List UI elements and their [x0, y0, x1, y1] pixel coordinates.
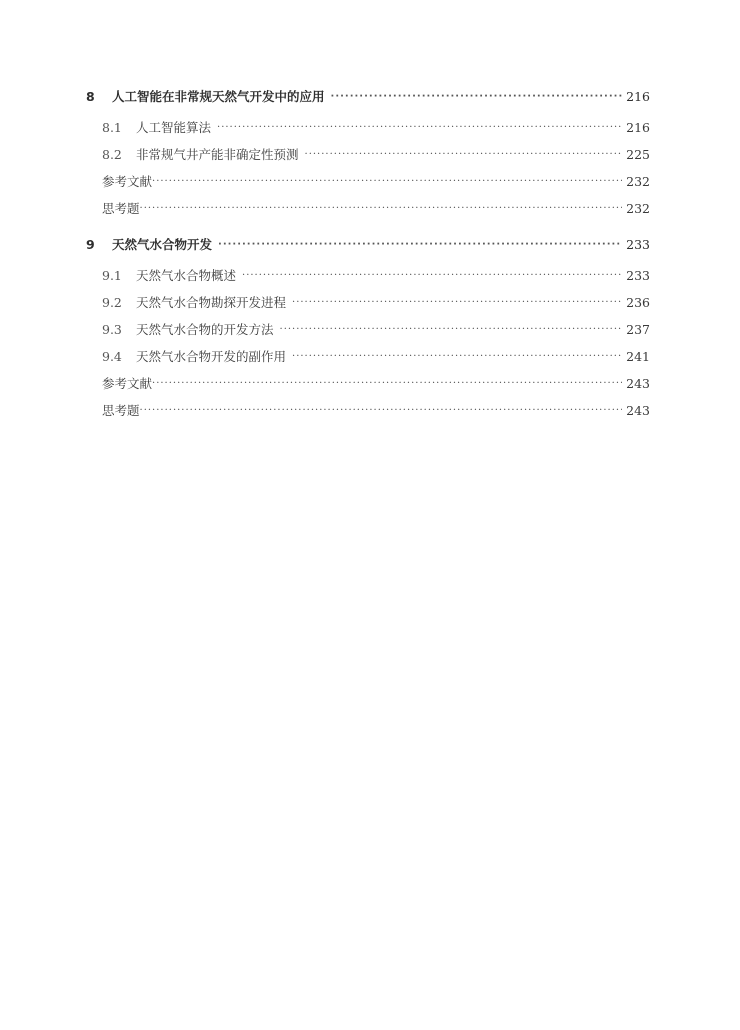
dot-leader [280, 321, 623, 339]
toc-section-9-2[interactable] [86, 289, 650, 316]
toc-section-9-4[interactable] [86, 343, 650, 370]
chapter-number: 9 [86, 237, 95, 252]
section-number: 8.1 [102, 119, 122, 135]
chapter-number: 8 [86, 89, 95, 104]
page-number: 236 [626, 294, 650, 310]
toc-references-8[interactable] [86, 168, 650, 195]
page-number: 216 [626, 89, 650, 104]
references-title: 参考文献 [102, 173, 153, 189]
page-number: 241 [626, 348, 650, 364]
table-of-contents [86, 84, 650, 424]
section-number: 8.2 [102, 146, 122, 162]
dot-leader [152, 173, 622, 191]
dot-leader [218, 236, 622, 254]
dot-leader [331, 88, 623, 106]
page-number: 225 [626, 146, 650, 162]
page-number: 243 [626, 402, 650, 418]
page-number: 216 [626, 119, 650, 135]
toc-section-9-1[interactable] [86, 262, 650, 289]
section-title: 人工智能算法 [136, 119, 212, 135]
section-number: 9.4 [102, 348, 122, 364]
page-number: 232 [626, 173, 650, 189]
page-number: 232 [626, 200, 650, 216]
page-number: 237 [626, 321, 650, 337]
dot-leader [152, 375, 622, 393]
section-title: 天然气水合物勘探开发进程 [136, 294, 287, 310]
toc-references-9[interactable] [86, 370, 650, 397]
dot-leader [292, 294, 622, 312]
toc-section-8-2[interactable] [86, 141, 650, 168]
toc-exercises-8[interactable] [86, 195, 650, 222]
page-number: 233 [626, 237, 650, 252]
references-title: 参考文献 [102, 375, 153, 391]
exercises-title: 思考题 [102, 402, 140, 418]
toc-chapter-8[interactable] [86, 84, 650, 110]
dot-leader [305, 146, 623, 164]
section-title: 天然气水合物概述 [136, 267, 237, 283]
dot-leader [140, 402, 623, 420]
dot-leader [242, 267, 622, 285]
section-title: 非常规气井产能非确定性预测 [136, 146, 299, 162]
toc-exercises-9[interactable] [86, 397, 650, 424]
page-number: 233 [626, 267, 650, 283]
section-title: 天然气水合物开发的副作用 [136, 348, 287, 364]
toc-section-8-1[interactable] [86, 114, 650, 141]
section-title: 天然气水合物的开发方法 [136, 321, 274, 337]
section-number: 9.2 [102, 294, 122, 310]
toc-section-9-3[interactable] [86, 316, 650, 343]
dot-leader [292, 348, 622, 366]
chapter-title: 天然气水合物开发 [112, 237, 213, 252]
section-number: 9.3 [102, 321, 122, 337]
chapter-title: 人工智能在非常规天然气开发中的应用 [112, 89, 325, 104]
dot-leader [217, 119, 622, 137]
dot-leader [140, 200, 623, 218]
section-number: 9.1 [102, 267, 122, 283]
toc-chapter-9[interactable] [86, 232, 650, 258]
exercises-title: 思考题 [102, 200, 140, 216]
page-number: 243 [626, 375, 650, 391]
